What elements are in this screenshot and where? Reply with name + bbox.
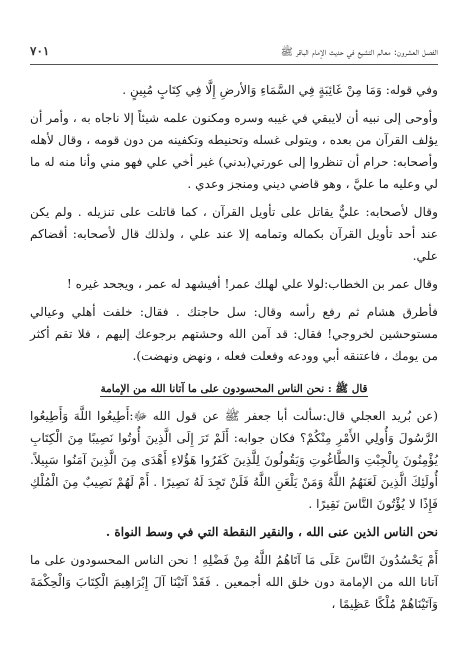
running-header	[30, 44, 438, 65]
paragraph: أَمْ يَحْسُدُونَ النَّاسَ عَلَى مَا آتَاهُمُ اللَّهُ مِنْ فَضْلِهِ ! نحن الناس المحسودون على ما آتانا الله من الإمامة دون خلق الله أجمعين . فَقَدْ آتَيْنَا آلَ إِبْرَاهِيمَ الْكِتَابَ وَالْحِكْمَةَ وَآتَيْنَاهُمْ مُلْكًا عَظِيمًا ،	[30, 553, 438, 611]
page-number: ٧٠١	[30, 44, 50, 58]
header-title: الفصل العشرون: معالم التشيع في حديث الإمام الباقر ‏ﷺ	[280, 47, 438, 58]
paragraph: وقال لأصحابه: عليٌّ يقاتل على تأويل القرآن ، كما قاتلت على تنزيله . ولم يكن عند أحد تأويل القرآن بكماله وتمامه إلا عند علي ، ولذلك قال لأصحابه: أقضاكم علي.	[30, 205, 438, 263]
paragraph: وفي قوله: وَمَا مِنْ غَائِبَةٍ فِي السَّمَاءِ وَالأرضِ إِلَّا فِي كِتَابٍ مُبِينٍ .	[122, 83, 438, 97]
bold-line: نحن الناس الذين عنى الله ، والنقير النقطة التي في وسط النواة .	[105, 525, 438, 539]
paragraph: فأطرق هشام ثم رفع رأسه وقال: سل حاجتك . فقال: خلفت أهلي وعيالي مستوحشين لخروجي! فقال: قد آمن الله وحشتهم برجوعك إليهم ، فلا تقم أكثر من يومك ، فاعتنقه أبي وودعه وفعلت فعله ، ونهض ونهضت).	[30, 305, 438, 363]
paragraph: وأوحى إلى نبيه أن لايبقي في غيبه وسره ومكنون علمه شيئاً إلا ناجاه به ، وأمر أن يؤلف القرآن من بعده ، ويتولى غسله وتحنيطه وتكفينه من دون قومه ، وقال لأهله وأصحابه: حرام أن تنظروا إلى عورتي(بدني) غير أخي علي فهو مني وأنا منه له ما لي وعليه ما عليَّ ، وهو قاضي ديني ومنجز وعدي .	[30, 111, 438, 191]
paragraph: (عن بُريد العجلي قال:سألت أبا جعفر ‏ﷺ عن قول الله ‏ﷻ:أَطِيعُوا اللَّهَ وَأَطِيعُوا الرَّسُولَ وَأُولِي الأَمْرِ مِنْكُمْ؟ فكان جوابه: أَلَمْ تَرَ إِلَى الَّذِينَ أُوتُوا نَصِيبًا مِنَ الْكِتَابِ يُؤْمِنُونَ بِالْجِبْتِ وَالطَّاغُوتِ وَيَقُولُونَ لِلَّذِينَ كَفَرُوا هَؤُلاءِ أَهْدَى مِنَ الَّذِينَ آمَنُوا سَبِيلاً. أُولَئِكَ الَّذِينَ لَعَنَهُمُ اللَّهُ وَمَنْ يَلْعَنِ اللَّهُ فَلَنْ تَجِدَ لَهُ نَصِيرًا . أَمْ لَهُمْ نَصِيبٌ مِنَ الْمُلْكِ فَإِذًا لا يُؤْتُونَ النَّاسَ نَقِيرًا .	[30, 409, 438, 511]
paragraph: وقال عمر بن الخطاب:لولا علي لهلك عمر! أفيشهد له عمر ، ويجحد غيره !	[66, 277, 438, 291]
section-heading	[30, 381, 438, 397]
section-title: قال ‏ﷺ : نحن الناس المحسودون على ما آتانا الله من الإمامة	[100, 383, 368, 395]
